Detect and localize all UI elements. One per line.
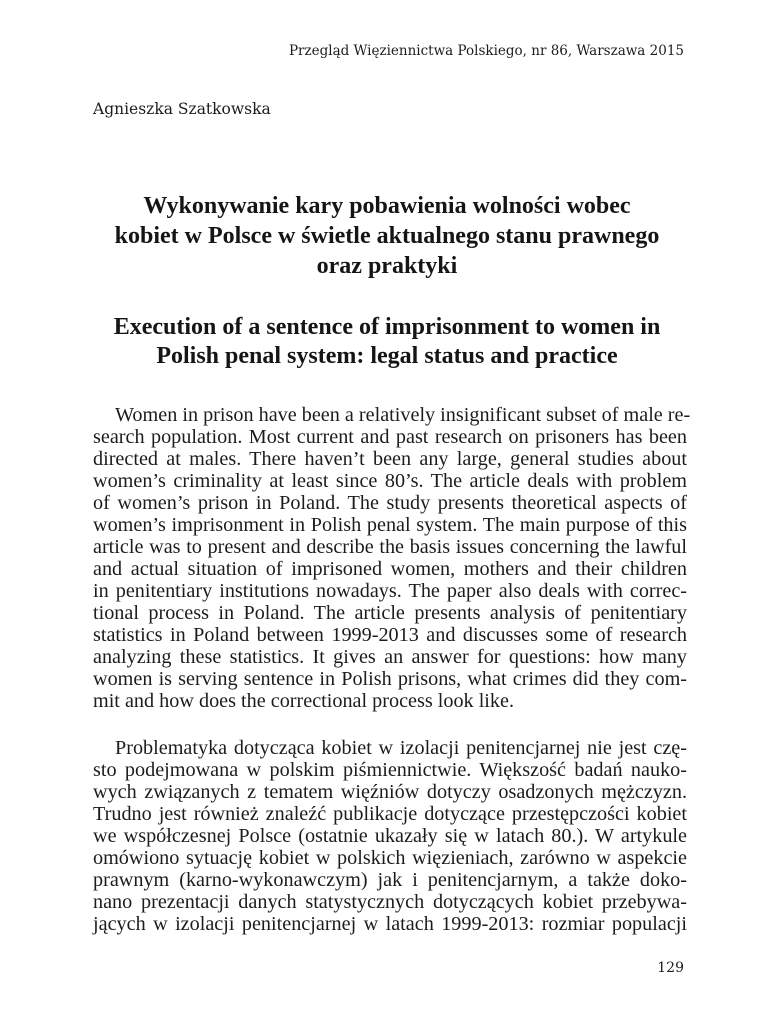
body-line: jących w izolacji penitencjarnej w latach 1999-2013: rozmiar populacji (93, 913, 687, 935)
title-polish-line: kobiet w Polsce w świetle aktualnego stanu prawnego (114, 223, 660, 249)
author-name: Agnieszka Szatkowska (93, 100, 271, 118)
title-english-line: Polish penal system: legal status and practice (156, 343, 618, 369)
title-english-line: Execution of a sentence of imprisonment to women in (113, 314, 661, 340)
title-polish (84, 191, 690, 281)
body-polish (93, 737, 687, 935)
abstract-line: directed at males. There haven’t been any large, general studies about (93, 448, 687, 470)
body-line: prawnym (karno-wykonawczym) jak i penitencjarnym, a także doko- (93, 869, 687, 891)
abstract-line: and actual situation of imprisoned women, mothers and their children (93, 558, 687, 580)
body-line: nano prezentacji danych statystycznych dotyczących kobiet przebywa- (93, 891, 687, 913)
title-polish-line: oraz praktyki (316, 253, 458, 279)
abstract-line: tional process in Poland. The article presents analysis of penitentiary (93, 602, 687, 624)
page-number: 129 (657, 960, 684, 976)
abstract-line: women’s imprisonment in Polish penal system. The main purpose of this (93, 514, 687, 536)
abstract-line: women is serving sentence in Polish prisons, what crimes did they com- (93, 668, 687, 690)
abstract-line: women’s criminality at least since 80’s. The article deals with problem (93, 470, 687, 492)
running-header: Przegląd Więziennictwa Polskiego, nr 86, Warszawa 2015 (288, 43, 684, 59)
body-line: we współczesnej Polsce (ostatnie ukazały się w latach 80.). W artykule (93, 825, 687, 847)
body-line: omówiono sytuację kobiet w polskich więzieniach, zarówno w aspekcie (93, 847, 687, 869)
abstract-line: mit and how does the correctional process look like. (93, 690, 515, 712)
abstract-line: of women’s prison in Poland. The study presents theoretical aspects of (93, 492, 687, 514)
title-polish-line: Wykonywanie kary pobawienia wolności wobec (143, 193, 631, 219)
abstract-line: analyzing these statistics. It gives an answer for questions: how many (93, 646, 687, 668)
body-line: wych związanych z tematem więźniów dotyczy osadzonych mężczyzn. (93, 781, 687, 803)
abstract-line: search population. Most current and past research on prisoners has been (93, 426, 687, 448)
abstract-english (93, 404, 691, 712)
body-line: Trudno jest również znaleźć publikacje dotyczące przestępczości kobiet (93, 803, 687, 825)
body-line: sto podejmowana w polskim piśmiennictwie. Większość badań nauko- (93, 759, 687, 781)
abstract-line: statistics in Poland between 1999-2013 and discusses some of research (93, 624, 687, 646)
title-english (84, 313, 690, 371)
body-line: Problematyka dotycząca kobiet w izolacji penitencjarnej nie jest czę- (115, 737, 687, 759)
abstract-line: article was to present and describe the basis issues concerning the lawful (93, 536, 687, 558)
abstract-line: Women in prison have been a relatively insignificant subset of male re- (115, 404, 691, 426)
abstract-line: in penitentiary institutions nowadays. The paper also deals with correc- (93, 580, 687, 602)
